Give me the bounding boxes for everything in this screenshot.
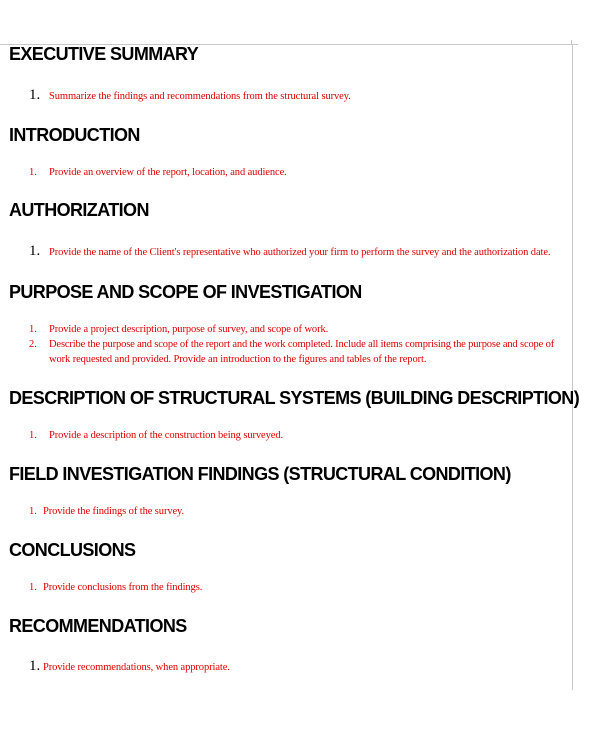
list-number: 1.	[29, 582, 37, 593]
list-number: 2.	[29, 339, 37, 350]
list-item: Describe the purpose and scope of the report and the work completed. Include all items comprising the purpose and scope of	[49, 339, 555, 350]
list-item: Provide an overview of the report, location, and audience.	[49, 167, 287, 178]
list-item: Provide a description of the construction being surveyed.	[49, 430, 283, 441]
list-number: 1.	[29, 167, 37, 178]
heading-conclusions: CONCLUSIONS	[9, 540, 136, 560]
heading-purpose-and-scope: PURPOSE AND SCOPE OF INVESTIGATION	[9, 282, 362, 302]
heading-executive-summary: EXECUTIVE SUMMARY	[9, 44, 199, 64]
list-item: Summarize the findings and recommendations from the structural survey.	[49, 91, 351, 102]
heading-description-of-structural-systems: DESCRIPTION OF STRUCTURAL SYSTEMS (BUILDING DESCRIPTION)	[9, 388, 580, 408]
list-number: 1.	[29, 87, 41, 103]
page-right-border	[572, 44, 573, 690]
list-item: Provide a project description, purpose of survey, and scope of work.	[49, 324, 329, 335]
list-number: 1.	[29, 506, 37, 517]
list-item: Provide recommendations, when appropriate.	[43, 662, 230, 673]
heading-recommendations: RECOMMENDATIONS	[9, 616, 187, 636]
list-item: Provide the findings of the survey.	[43, 506, 185, 517]
heading-field-investigation-findings: FIELD INVESTIGATION FINDINGS (STRUCTURAL CONDITION)	[9, 464, 511, 484]
list-number: 1.	[29, 324, 37, 335]
list-item: Provide the name of the Client's representative who authorized your firm to perform the survey and the authorization date.	[49, 247, 551, 258]
list-number: 1.	[29, 430, 37, 441]
heading-authorization: AUTHORIZATION	[9, 200, 149, 220]
list-item: Provide conclusions from the findings.	[43, 582, 203, 593]
list-item-continuation: work requested and provided. Provide an introduction to the figures and tables of the report.	[49, 354, 427, 365]
list-number: 1.	[29, 658, 41, 674]
list-number: 1.	[29, 243, 41, 259]
heading-introduction: INTRODUCTION	[9, 125, 140, 145]
